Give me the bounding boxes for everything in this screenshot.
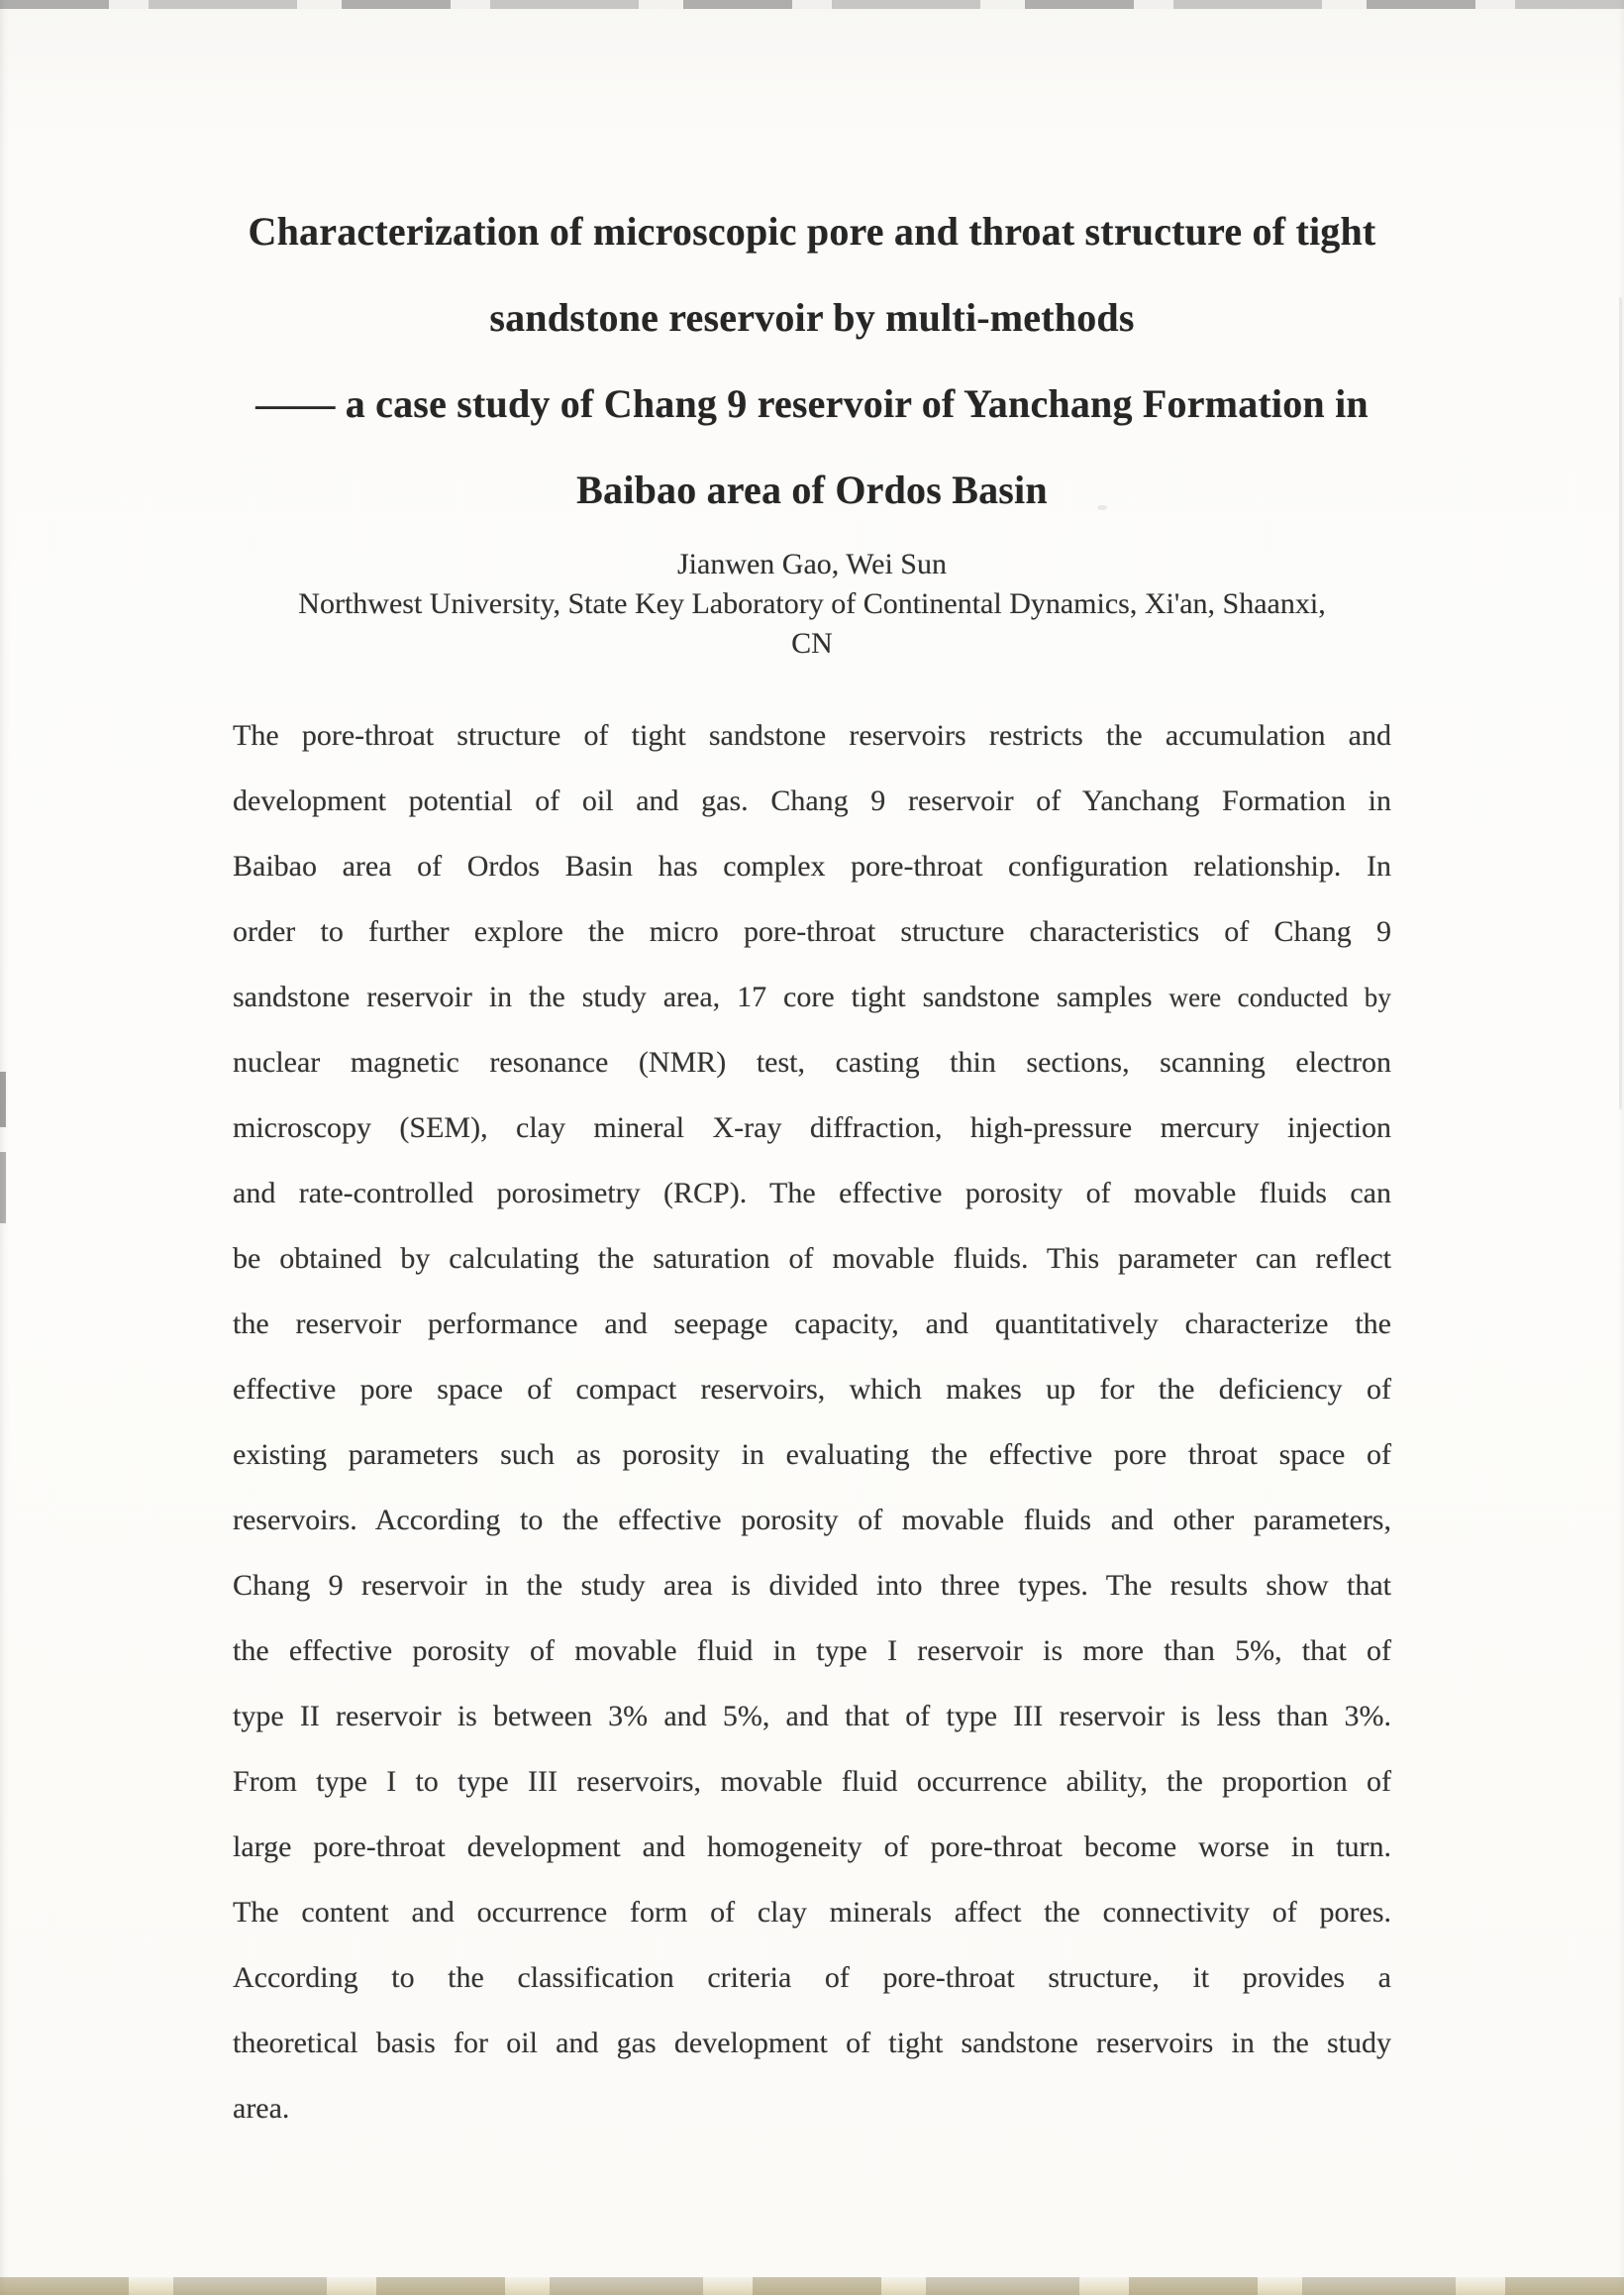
abstract-body: [233, 703, 1391, 2141]
affiliation-line-1: Northwest University, State Key Laboratory of Continental Dynamics, Xi'an, Shaanxi,: [298, 587, 1326, 620]
abstract-line: order to further explore the micro pore-throat structure characteristics of Chang 9: [233, 915, 1391, 948]
abstract-line: and rate-controlled porosimetry (RCP). The effective porosity of movable fluids can: [233, 1177, 1391, 1209]
abstract-line: large pore-throat development and homogeneity of pore-throat become worse in turn.: [233, 1830, 1391, 1863]
abstract-line: The pore-throat structure of tight sandstone reservoirs restricts the accumulation and: [233, 719, 1391, 752]
abstract-line: nuclear magnetic resonance (NMR) test, casting thin sections, scanning electron: [233, 1046, 1391, 1079]
abstract-line: Chang 9 reservoir in the study area is divided into three types. The results show that: [233, 1569, 1391, 1602]
abstract-line: development potential of oil and gas. Chang 9 reservoir of Yanchang Formation in: [233, 784, 1391, 817]
abstract-line: reservoirs. According to the effective porosity of movable fluids and other parameters,: [233, 1504, 1391, 1536]
paper-title-line-1: Characterization of microscopic pore and throat structure of tight: [248, 209, 1376, 254]
abstract-line-mixed-font: [233, 965, 1391, 1030]
scan-artifact-right-line: [1619, 297, 1622, 1109]
abstract-line: The content and occurrence form of clay minerals affect the connectivity of pores.: [233, 1896, 1391, 1929]
abstract-line: theoretical basis for oil and gas development of tight sandstone reservoirs in the study: [233, 2027, 1391, 2059]
paper-title-line-2: sandstone reservoir by multi-methods: [489, 295, 1135, 340]
authors-line: Jianwen Gao, Wei Sun: [677, 548, 947, 580]
abstract-line: From type I to type III reservoirs, movable fluid occurrence ability, the proportion of: [233, 1765, 1391, 1798]
abstract-line: microscopy (SEM), clay mineral X-ray diffraction, high-pressure mercury injection: [233, 1111, 1391, 1144]
abstract-line: Baibao area of Ordos Basin has complex pore-throat configuration relationship. In: [233, 850, 1391, 883]
abstract-line: type II reservoir is between 3% and 5%, and that of type III reservoir is less than 3%.: [233, 1700, 1391, 1732]
affiliation-line-2: CN: [791, 627, 833, 660]
abstract-line: the reservoir performance and seepage capacity, and quantitatively characterize the: [233, 1307, 1391, 1340]
scan-artifact-top-band: [0, 0, 1624, 9]
abstract-line: effective pore space of compact reservoirs, which makes up for the deficiency of: [233, 1373, 1391, 1406]
paper-subtitle-line-2: Baibao area of Ordos Basin: [576, 468, 1048, 512]
authors-block: [0, 545, 1624, 664]
abstract-line: existing parameters such as porosity in evaluating the effective pore throat space of: [233, 1438, 1391, 1471]
scan-artifact-speck: [1097, 505, 1107, 510]
abstract-line-main-text: sandstone reservoir in the study area, 17 core tight sandstone samples: [233, 981, 1153, 1013]
abstract-line-last: area.: [233, 2092, 290, 2125]
abstract-line: the effective porosity of movable fluid in type I reservoir is more than 5%, that of: [233, 1634, 1391, 1667]
scan-artifact-bottom-band: [0, 2277, 1624, 2295]
abstract-line-alt-text: were conducted by: [1168, 983, 1392, 1012]
paper-header: [0, 0, 1624, 533]
paper-subtitle-line-1: —— a case study of Chang 9 reservoir of Yanchang Formation in: [255, 381, 1369, 426]
abstract-line: According to the classification criteria of pore-throat structure, it provides a: [233, 1961, 1391, 1994]
scan-artifact-left-mark: [0, 1152, 6, 1223]
abstract-line: be obtained by calculating the saturation of movable fluids. This parameter can reflect: [233, 1242, 1391, 1275]
scan-artifact-left-mark: [0, 1072, 6, 1127]
